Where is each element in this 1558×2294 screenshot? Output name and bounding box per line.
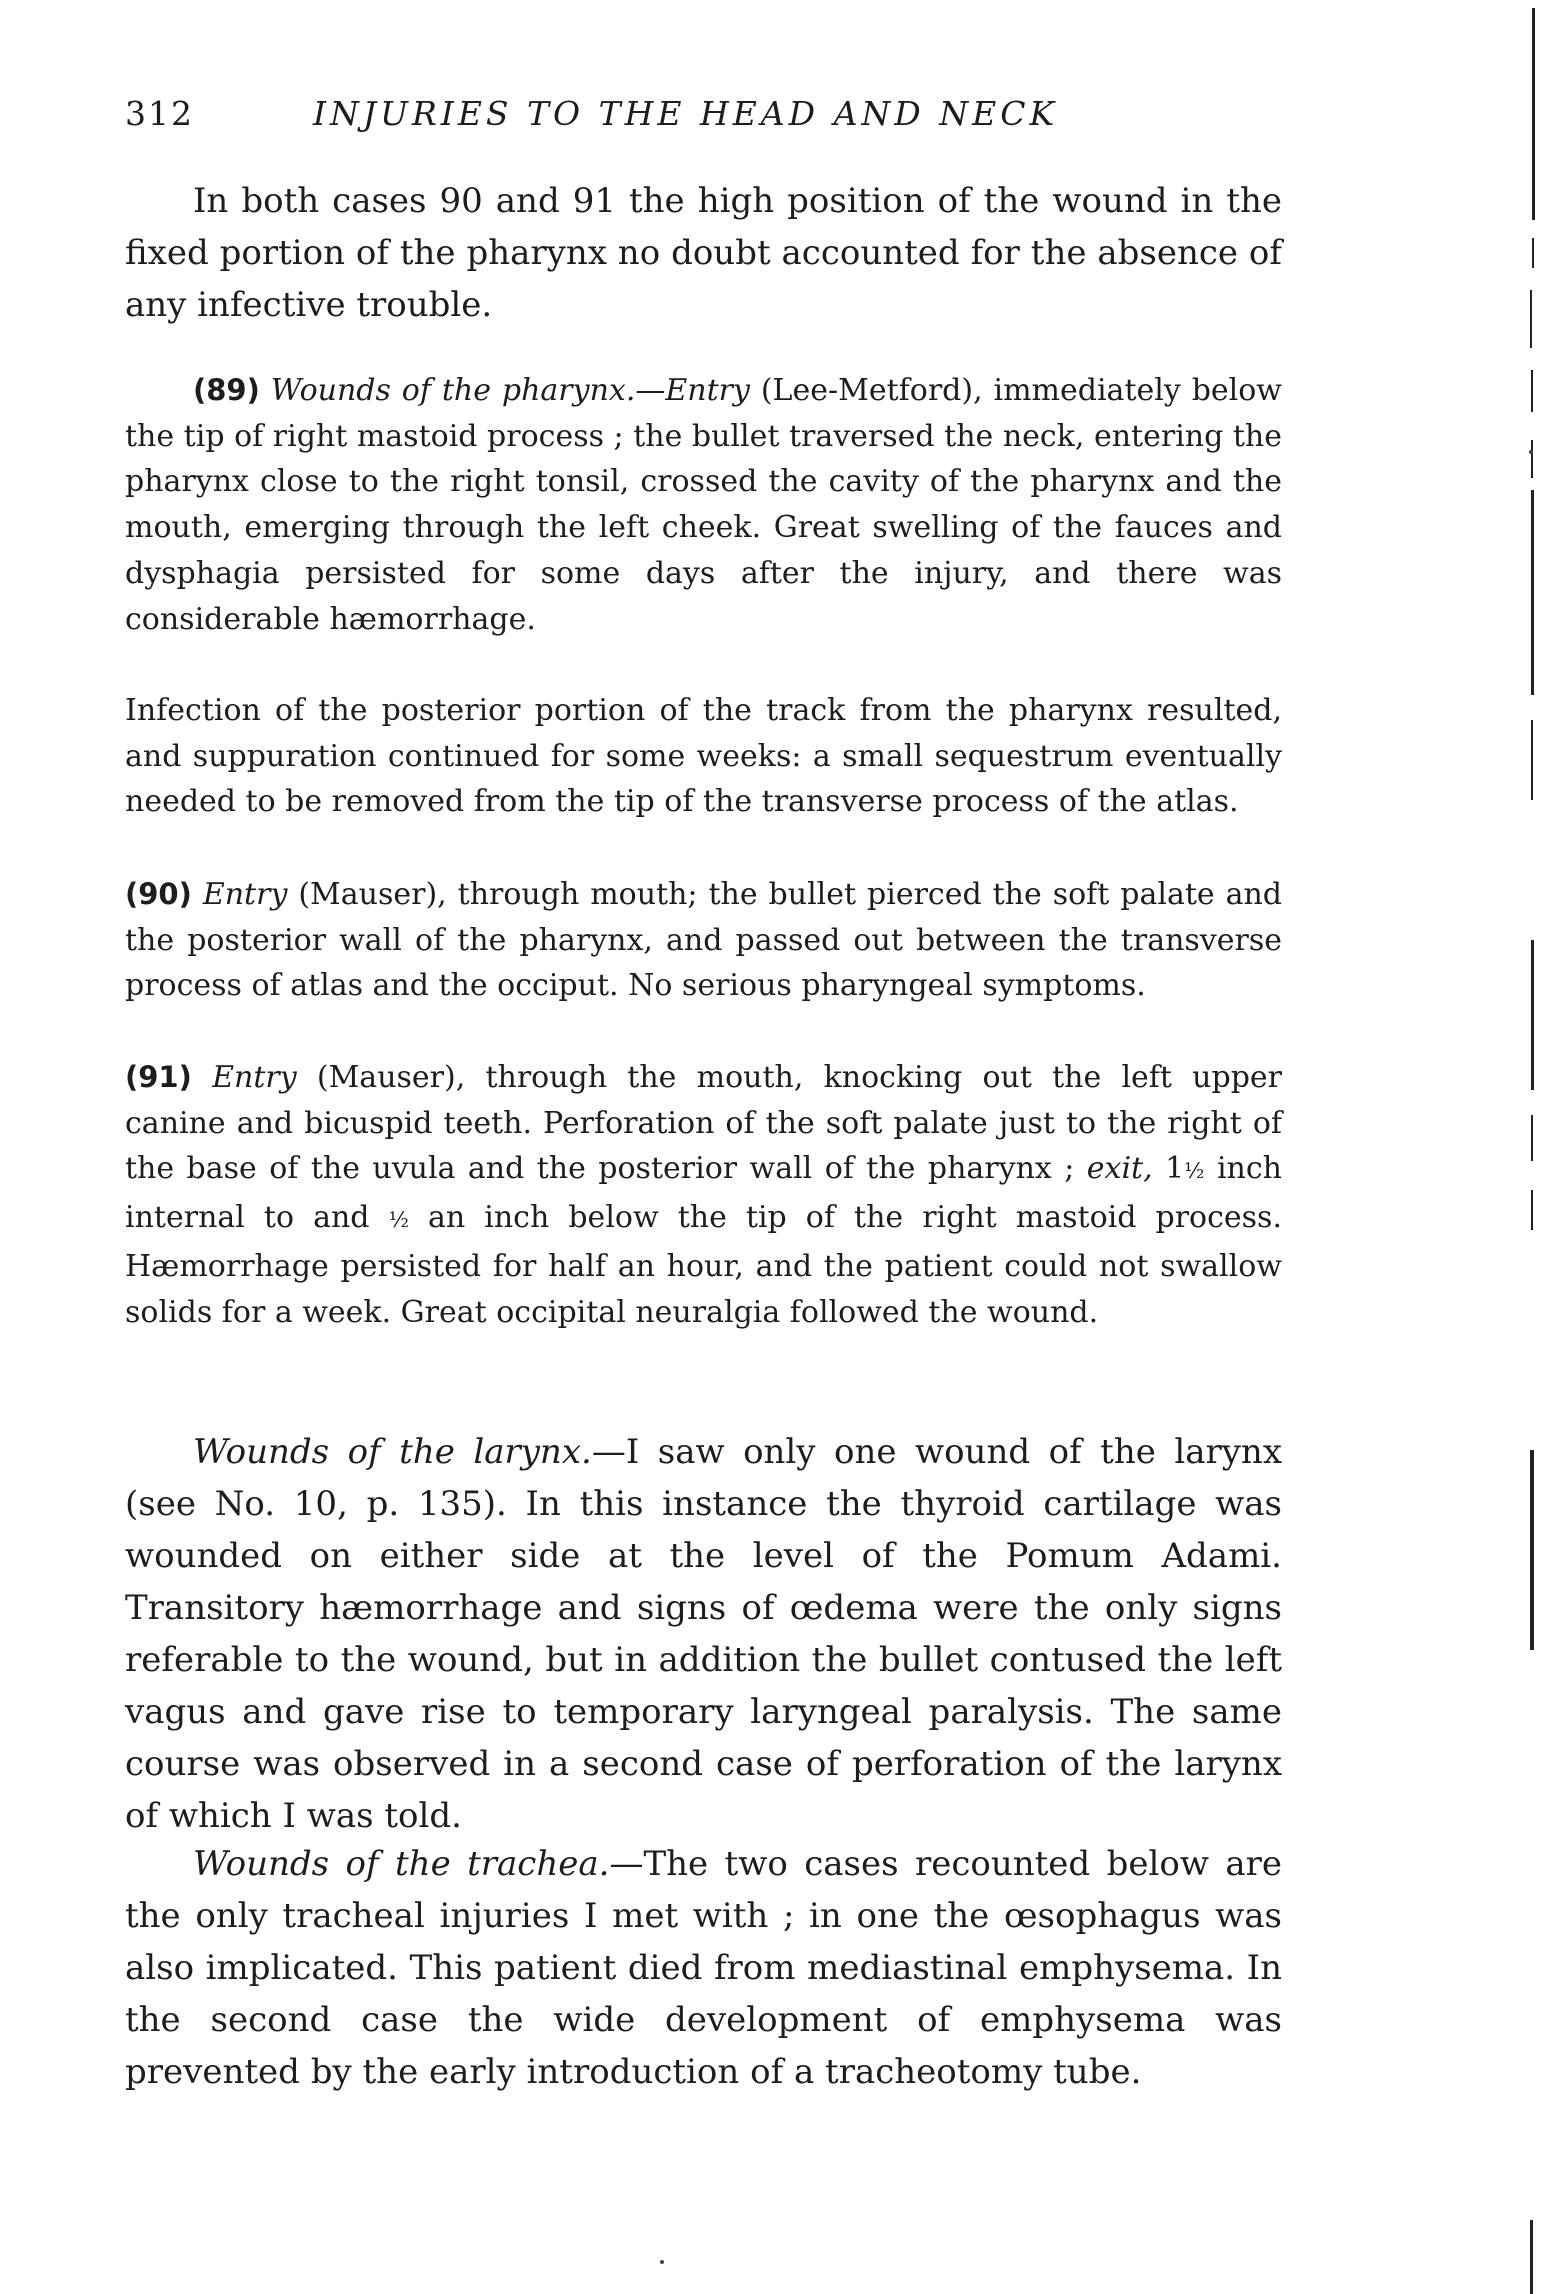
trachea-paragraph xyxy=(125,1838,1282,2098)
case-91-fraction-2: ½ xyxy=(388,1208,409,1233)
edge-mark xyxy=(1530,1450,1534,1650)
edge-mark xyxy=(1531,440,1533,478)
case-90-text: (Mauser), through mouth; the bullet pierced the soft palate and the posterior wall of the pharynx, and passed out between the transverse process of atlas and the occiput. No serious pharyngeal symptoms. xyxy=(125,877,1282,1004)
running-title: INJURIES TO THE HEAD AND NECK xyxy=(313,94,1059,133)
case-91-entry-label: Entry xyxy=(212,1060,297,1095)
edge-dot xyxy=(660,2260,664,2264)
larynx-heading: Wounds of the larynx. xyxy=(193,1432,592,1472)
edge-mark xyxy=(1532,238,1534,268)
case-89-continuation: Infection of the posterior portion of the track from the pharynx resulted, and suppuration continued for some weeks: a small sequestrum eventually needed to be removed from the tip of the transverse process of the atlas. xyxy=(125,693,1282,820)
larynx-block xyxy=(125,1426,1282,1842)
case-89-text: (Lee-Metford), immediately below the tip of right mastoid process ; the bullet traversed the neck, entering the pharynx close to the right tonsil, crossed the cavity of the pharynx and the mouth, emerging through the left cheek. Great swelling of the fauces and dysphagia persisted for some days after the injury, and there was considerable hæmorrhage. xyxy=(125,373,1282,637)
edge-mark xyxy=(1531,940,1534,1090)
case-91-exit-label: exit, xyxy=(1086,1151,1153,1187)
case-89-block xyxy=(125,368,1282,642)
case-90-entry-label: Entry xyxy=(202,877,288,912)
case-90-block xyxy=(125,872,1282,1009)
case-89-continuation-block xyxy=(125,688,1282,825)
case-89-paragraph xyxy=(125,368,1282,642)
case-90-number: (90) xyxy=(125,877,192,911)
case-90-paragraph xyxy=(125,872,1282,1009)
edge-mark xyxy=(1531,1190,1533,1230)
case-91-fraction-1: ½ xyxy=(1184,1159,1205,1184)
larynx-paragraph xyxy=(125,1426,1282,1842)
edge-dot xyxy=(1529,450,1533,454)
case-91-text-a: (Mauser), through the mouth, knocking out the left upper canine and bicuspid teeth. Perforation of the soft palate just to the right of the base of the uvula and the posterior wall of the pharynx ; xyxy=(125,1060,1282,1187)
case-91-block xyxy=(125,1055,1282,1335)
edge-mark xyxy=(1530,290,1532,348)
trachea-heading: Wounds of the trachea. xyxy=(193,1844,610,1884)
larynx-text: —I saw only one wound of the larynx (see No. 10, p. 135). In this instance the thyroid cartilage was wounded on either side at the level of the Pomum Adami. Transitory hæmorrhage and signs of œdema were the only signs referable to the wound, but in addition the bullet contused the left vagus and gave rise to temporary laryngeal paralysis. The same course was observed in a second case of perforation of the larynx of which I was told. xyxy=(125,1432,1283,1836)
pharynx-heading: Wounds of the pharynx. xyxy=(270,373,636,408)
edge-mark xyxy=(1531,370,1533,412)
edge-mark xyxy=(1532,8,1535,220)
case-91-whole-one: 1 xyxy=(1165,1151,1185,1187)
case-91-paragraph xyxy=(125,1055,1282,1335)
edge-mark xyxy=(1531,1115,1533,1161)
page-number: 312 xyxy=(125,94,194,133)
case-91-text-c: an inch below the tip of the right mastoid process. Hæmorrhage persisted for half an hour, and the patient could not swallow solids for a week. Great occipital neuralgia followed the wound. xyxy=(125,1200,1282,1330)
running-header xyxy=(125,92,1285,136)
case-91-text-b: inch internal to and xyxy=(125,1151,1283,1236)
intro-paragraph-block xyxy=(125,175,1282,331)
case-89-number: (89) xyxy=(193,373,260,407)
case-89-entry-label: —Entry xyxy=(635,373,750,408)
trachea-block xyxy=(125,1838,1282,2098)
case-91-number: (91) xyxy=(125,1060,192,1094)
edge-mark xyxy=(1530,2220,1533,2294)
trachea-text: —The two cases recounted below are the only tracheal injuries I met with ; in one the œsophagus was also implicated. This patient died from mediastinal emphysema. In the second case the wide development of emphysema was prevented by the early introduction of a tracheotomy tube. xyxy=(125,1844,1282,2092)
intro-paragraph: In both cases 90 and 91 the high position of the wound in the fixed portion of the pharynx no doubt accounted for the absence of any infective trouble. xyxy=(125,181,1282,325)
edge-mark xyxy=(1531,490,1534,695)
edge-mark xyxy=(1531,720,1533,800)
